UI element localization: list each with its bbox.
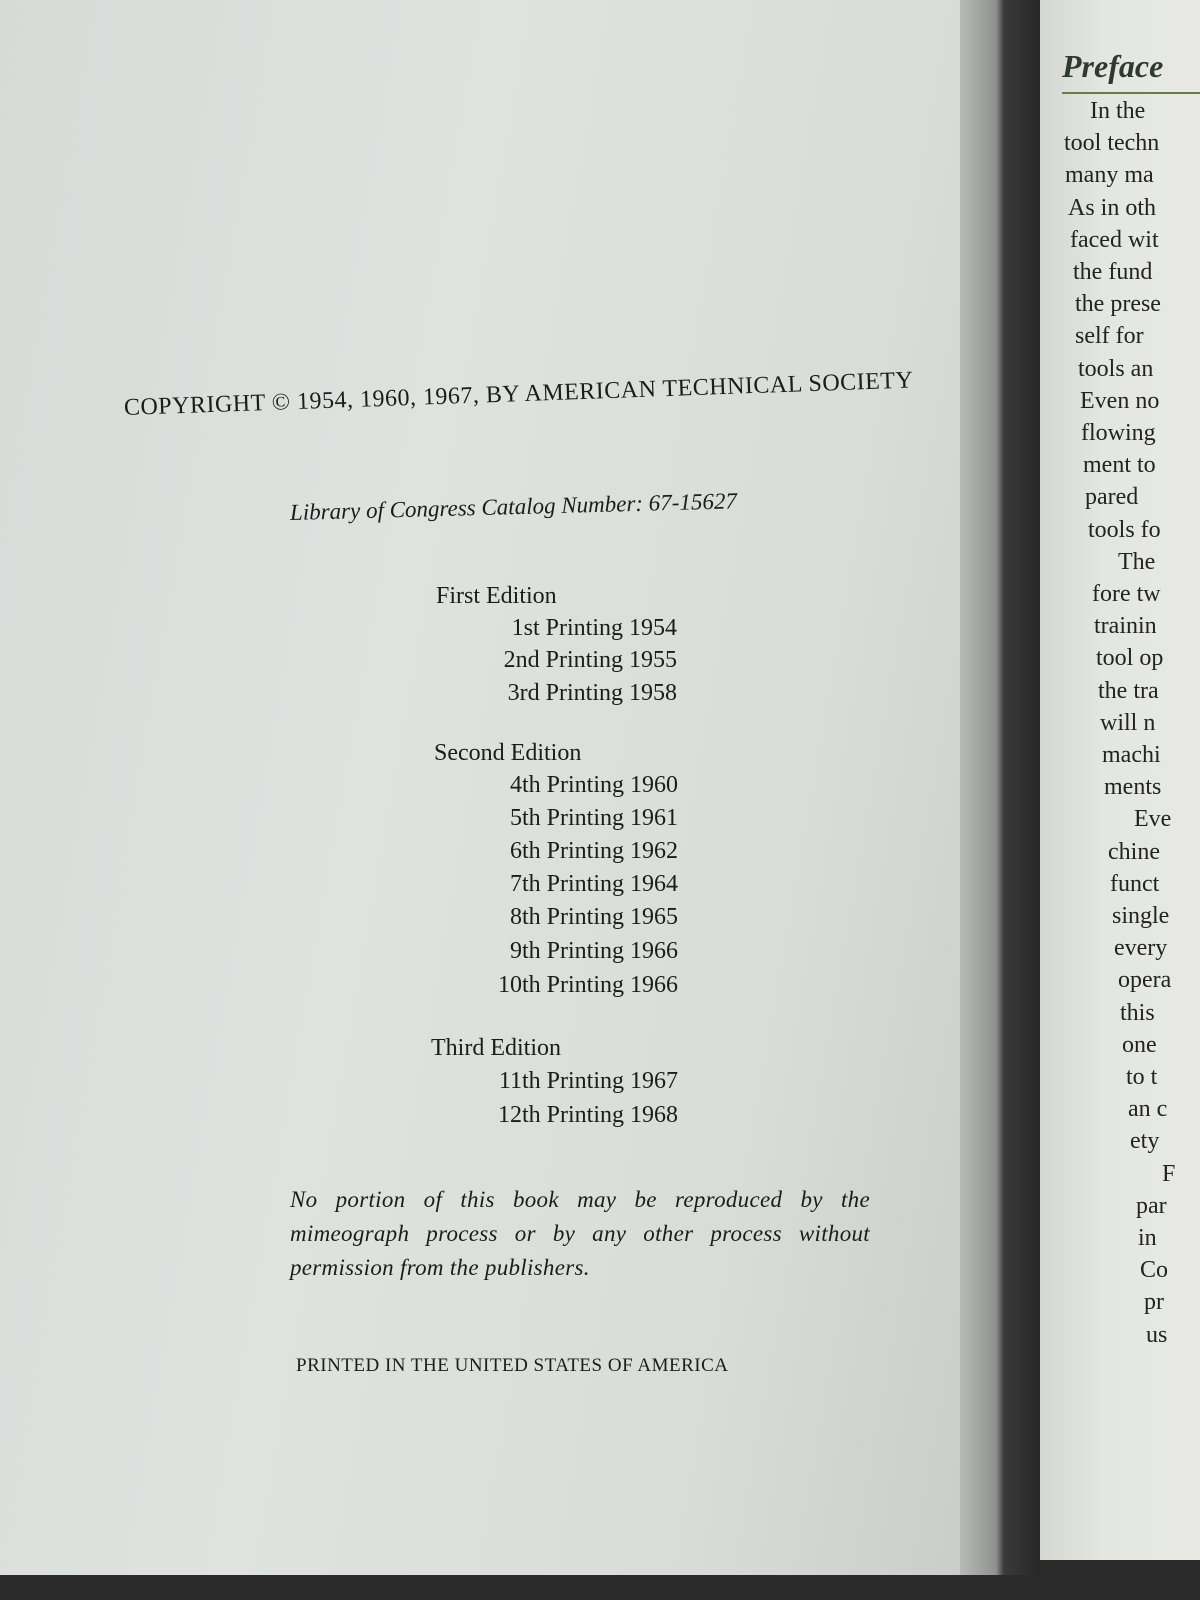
preface-line: In the bbox=[1090, 98, 1146, 124]
preface-line: single bbox=[1112, 903, 1170, 929]
printed-in: PRINTED IN THE UNITED STATES OF AMERICA bbox=[296, 1355, 729, 1376]
edition-title: Third Edition bbox=[431, 1035, 561, 1061]
preface-line: every bbox=[1114, 935, 1168, 962]
preface-line: Co bbox=[1140, 1257, 1169, 1284]
preface-line: trainin bbox=[1094, 613, 1157, 640]
preface-line: machi bbox=[1102, 742, 1161, 768]
preface-title: Preface bbox=[1062, 48, 1164, 84]
preface-line: pared bbox=[1085, 484, 1139, 511]
preface-line: Eve bbox=[1134, 806, 1172, 833]
preface-line: the prese bbox=[1075, 291, 1161, 318]
reproduction-notice: No portion of this book may be reproduced by the mimeograph process or by any other process without permission from the publishers. bbox=[290, 1187, 870, 1280]
preface-line: this bbox=[1120, 999, 1155, 1026]
preface-line: tool op bbox=[1096, 645, 1164, 672]
printing-line: 8th Printing 1965 bbox=[509, 904, 678, 930]
preface-line: funct bbox=[1110, 870, 1160, 897]
printing-line: 2nd Printing 1955 bbox=[503, 647, 677, 673]
preface-line: opera bbox=[1118, 967, 1172, 994]
preface-line: chine bbox=[1108, 838, 1160, 865]
preface-line: tool techn bbox=[1064, 130, 1160, 157]
catalog-number: Library of Congress Catalog Number: 67-15627 bbox=[289, 488, 738, 525]
preface-line: Even no bbox=[1080, 387, 1160, 414]
preface-line: self for bbox=[1075, 323, 1144, 350]
preface-line: As in oth bbox=[1068, 194, 1157, 221]
preface-line: pr bbox=[1144, 1289, 1164, 1316]
preface-line: us bbox=[1146, 1321, 1168, 1348]
bottom-shadow bbox=[0, 1575, 1200, 1600]
preface-rule bbox=[1062, 92, 1200, 94]
preface-line: F bbox=[1162, 1160, 1176, 1187]
edition-title: First Edition bbox=[436, 583, 557, 609]
preface-line: The bbox=[1118, 548, 1156, 575]
book-gutter bbox=[960, 0, 1040, 1600]
preface-line: an c bbox=[1128, 1096, 1168, 1123]
preface-line: ment to bbox=[1083, 452, 1156, 479]
preface-line: one bbox=[1122, 1031, 1157, 1058]
printing-line: 7th Printing 1964 bbox=[509, 871, 678, 897]
printing-line: 5th Printing 1961 bbox=[509, 805, 678, 831]
preface-line: many ma bbox=[1065, 162, 1154, 189]
preface-line: faced wit bbox=[1070, 226, 1159, 253]
printing-line: 4th Printing 1960 bbox=[509, 772, 678, 798]
edition-title: Second Edition bbox=[434, 740, 582, 766]
printing-line: 10th Printing 1966 bbox=[497, 972, 678, 998]
preface-line: ments bbox=[1104, 774, 1162, 801]
preface-line: fore tw bbox=[1092, 581, 1161, 607]
printing-line: 1st Printing 1954 bbox=[511, 615, 677, 641]
preface-line: par bbox=[1136, 1192, 1167, 1219]
preface-line: flowing bbox=[1081, 420, 1156, 446]
printing-line: 3rd Printing 1958 bbox=[507, 680, 677, 706]
preface-line: to t bbox=[1126, 1064, 1158, 1090]
preface-line: tools an bbox=[1078, 355, 1154, 382]
preface-line: the fund bbox=[1073, 259, 1153, 285]
printing-line: 6th Printing 1962 bbox=[509, 838, 678, 864]
printing-line: 9th Printing 1966 bbox=[509, 938, 678, 964]
printing-line: 11th Printing 1967 bbox=[498, 1068, 678, 1094]
preface-line: will n bbox=[1100, 709, 1156, 736]
copyright-notice: COPYRIGHT © 1954, 1960, 1967, BY AMERICAN TECHNICAL SOCIETY bbox=[123, 367, 914, 421]
printing-line: 12th Printing 1968 bbox=[497, 1102, 678, 1128]
preface-line: tools fo bbox=[1088, 516, 1161, 543]
preface-line: ety bbox=[1130, 1128, 1160, 1155]
preface-line: the tra bbox=[1098, 677, 1159, 704]
preface-line: in bbox=[1138, 1225, 1157, 1251]
